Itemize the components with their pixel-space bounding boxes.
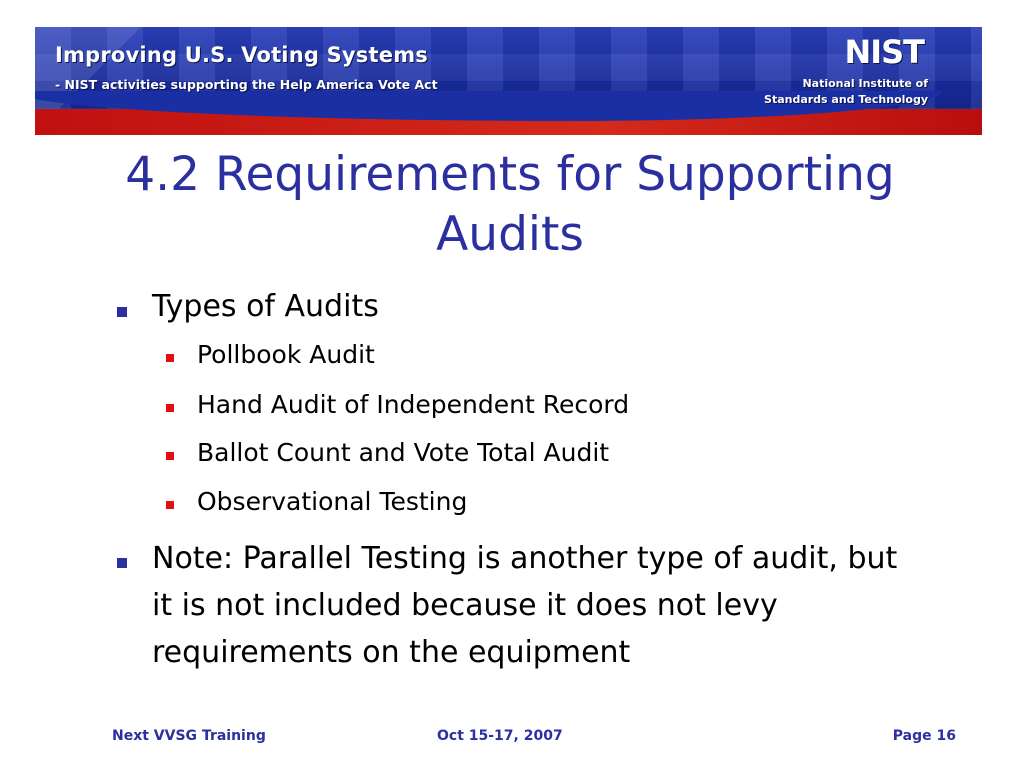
sub-bullet-hand-audit: Hand Audit of Independent Record xyxy=(197,390,630,419)
banner-subtitle: - NIST activities supporting the Help America Vote Act xyxy=(55,77,438,92)
sub-bullet-marker xyxy=(166,452,174,460)
nist-logo: NIST xyxy=(844,33,924,71)
bullet-marker xyxy=(117,558,127,568)
sub-bullet-pollbook-audit: Pollbook Audit xyxy=(197,340,375,369)
footer-left: Next VVSG Training xyxy=(112,728,266,744)
bullet-note: Note: Parallel Testing is another type of audit, but it is not included because it does not levy requirements on the equipment xyxy=(152,541,898,670)
footer-page-number: Page 16 xyxy=(892,728,956,744)
sub-bullet-marker xyxy=(166,501,174,509)
bullet-types-of-audits: Types of Audits xyxy=(152,289,379,324)
bullet-marker xyxy=(117,307,127,317)
slide-title: 4.2 Requirements for Supporting Audits xyxy=(125,147,895,262)
sub-bullet-marker xyxy=(166,404,174,412)
sub-bullet-marker xyxy=(166,354,174,362)
nist-logo-line1: National Institute of xyxy=(802,77,928,90)
nist-logo-line2: Standards and Technology xyxy=(764,93,928,106)
sub-bullet-observational-testing: Observational Testing xyxy=(197,487,468,516)
footer-date: Oct 15-17, 2007 xyxy=(437,728,563,744)
sub-bullet-ballot-count: Ballot Count and Vote Total Audit xyxy=(197,438,610,467)
banner-title: Improving U.S. Voting Systems xyxy=(55,43,428,67)
header-banner xyxy=(35,27,982,135)
